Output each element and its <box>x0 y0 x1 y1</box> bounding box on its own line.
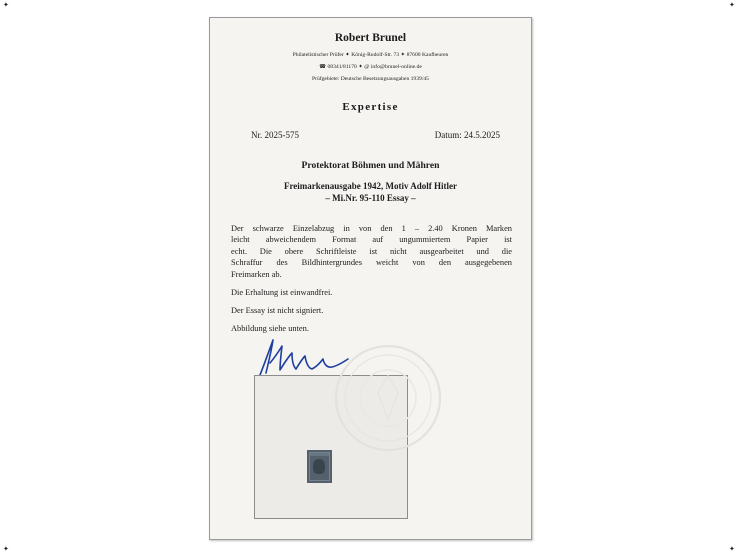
corner-mark: ✦ <box>729 545 735 553</box>
stamp-image <box>307 450 332 483</box>
description-line: Freimarken ab. <box>231 269 282 279</box>
stamp-issue: Freimarkenausgabe 1942, Motiv Adolf Hitler <box>283 181 458 191</box>
description-paragraph <box>231 223 512 280</box>
corner-mark: ✦ <box>729 1 735 9</box>
description-line: leicht abweichendem Format auf ungummiertem Papier ist <box>231 235 512 245</box>
expert-contact: ☎ 08341/81170 ✦ @ info@brunel-online.de <box>319 64 422 70</box>
catalogue-number: – Mi.Nr. 95-110 Essay – <box>325 193 416 203</box>
embossed-seal <box>332 342 444 454</box>
expert-fields: Prüfgebiete: Deutsche Besetzungsausgaben 1939/45 <box>312 76 429 82</box>
description-line: Der schwarze Einzelabzug in von den 1 – 2.40 Kronen Marken <box>231 224 512 233</box>
corner-mark: ✦ <box>3 1 9 9</box>
certificate-number: Nr. 2025-575 <box>251 130 299 140</box>
certificate-title: Expertise <box>342 101 399 113</box>
certificate-topic: Protektorat Böhmen und Mähren <box>301 160 440 171</box>
description-line: Schraffur des Bildhintergrundes weicht von den ausgegebenen <box>231 258 512 268</box>
certificate-page <box>209 17 532 540</box>
image-reference: Abbildung siehe unten. <box>231 324 309 333</box>
description-line: echt. Die obere Schriftleiste ist nicht ausgearbeitet und die <box>231 246 512 256</box>
signature-statement: Der Essay ist nicht signiert. <box>231 306 324 315</box>
stamp-portrait <box>313 459 325 474</box>
certificate-date: Datum: 24.5.2025 <box>434 130 500 140</box>
corner-mark: ✦ <box>3 545 9 553</box>
expert-address: Philatelistischer Prüfer ✦ König-Rudolf-Str. 73 ✦ 87600 Kaufbeuren <box>292 52 449 58</box>
expert-name: Robert Brunel <box>334 32 407 44</box>
condition-statement: Die Erhaltung ist einwandfrei. <box>231 288 333 297</box>
